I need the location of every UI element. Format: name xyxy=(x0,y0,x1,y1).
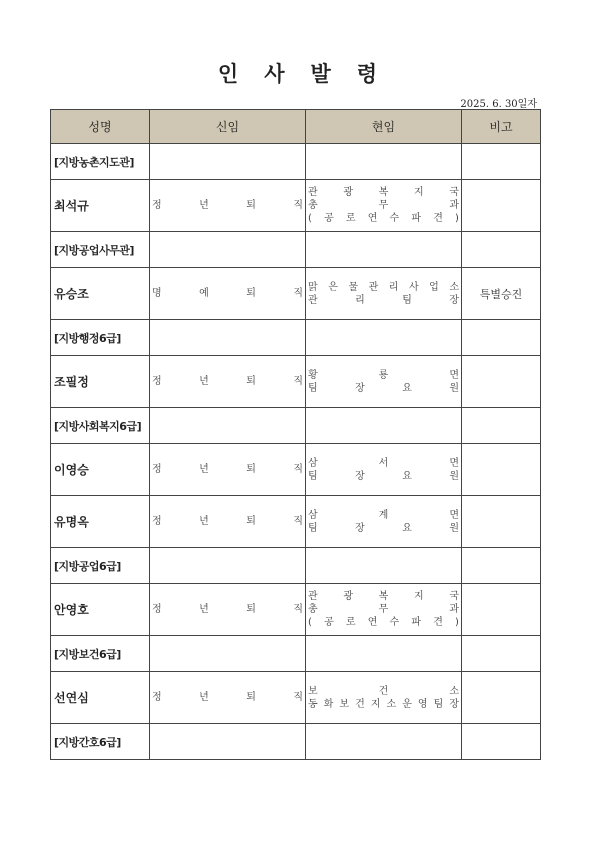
new-position-line xyxy=(152,287,303,300)
category-label: [지방사회복지6급] xyxy=(51,408,150,444)
char: 퇴 xyxy=(246,376,256,387)
char: 지 xyxy=(413,187,424,198)
new-position xyxy=(150,672,306,724)
char: 퇴 xyxy=(246,200,256,211)
char: 년 xyxy=(199,516,209,527)
current-position-line xyxy=(308,212,459,225)
char: 수 xyxy=(389,617,400,628)
category-label: [지방행정6급] xyxy=(51,320,150,356)
note-cell xyxy=(462,496,541,548)
char: 명 xyxy=(152,288,162,299)
char: 연 xyxy=(367,213,378,224)
current-position-line xyxy=(308,382,459,395)
category-row xyxy=(51,408,541,444)
note-cell: 특별승진 xyxy=(462,268,541,320)
char: 조 xyxy=(54,375,66,389)
char: 유 xyxy=(54,515,66,529)
new-position xyxy=(150,584,306,636)
char: 명 xyxy=(65,515,78,529)
person-row xyxy=(51,180,541,232)
char: 소 xyxy=(386,698,397,710)
person-name-text xyxy=(54,513,146,530)
empty-cell xyxy=(306,144,462,180)
person-name-text xyxy=(54,461,146,478)
empty-cell xyxy=(150,724,306,760)
char: 소 xyxy=(449,685,459,697)
person-row xyxy=(51,444,541,496)
effective-date: 2025. 6. 30일자 xyxy=(460,99,537,110)
new-position-line xyxy=(152,199,303,212)
current-position-line xyxy=(308,199,459,212)
char: 호 xyxy=(77,603,89,617)
current-position xyxy=(306,672,462,724)
char: 관 xyxy=(308,187,318,198)
char: 팀 xyxy=(308,522,318,534)
char: 리 xyxy=(355,294,365,306)
char: 년 xyxy=(199,376,209,387)
char: 안 xyxy=(54,603,66,617)
char: 복 xyxy=(378,591,389,602)
current-position-line xyxy=(308,603,459,616)
new-position-line xyxy=(152,691,303,704)
category-row xyxy=(51,144,541,180)
char: 정 xyxy=(152,692,162,703)
char: 퇴 xyxy=(246,692,256,703)
char: 로 xyxy=(345,617,356,628)
category-row xyxy=(51,232,541,268)
table-header-row xyxy=(51,110,541,144)
note-cell xyxy=(462,356,541,408)
category-label: [지방보건6급] xyxy=(51,636,150,672)
current-position-line xyxy=(308,457,459,470)
char: 정 xyxy=(152,200,162,211)
char: 서 xyxy=(378,457,389,469)
char: 정 xyxy=(152,376,162,387)
current-position xyxy=(306,356,462,408)
char: ( xyxy=(308,213,312,224)
person-name xyxy=(51,672,150,724)
char: 장 xyxy=(449,294,459,306)
title-char: 사 xyxy=(264,62,285,86)
char: 총 xyxy=(308,604,318,615)
current-position-line xyxy=(308,294,459,307)
current-position xyxy=(306,584,462,636)
char: 승 xyxy=(77,463,89,477)
char: 공 xyxy=(324,617,334,628)
char: 석 xyxy=(65,199,78,213)
header-name: 성명 xyxy=(51,110,150,144)
char: 승 xyxy=(65,287,78,301)
header-note: 비고 xyxy=(462,110,541,144)
char: 소 xyxy=(449,281,459,293)
char: 장 xyxy=(355,470,365,482)
char: 년 xyxy=(199,200,209,211)
char: 연 xyxy=(367,617,378,628)
char: 사 xyxy=(408,281,419,293)
char: 규 xyxy=(77,199,89,213)
char: 장 xyxy=(449,698,459,710)
title-char: 발 xyxy=(310,62,331,86)
current-position-line xyxy=(308,281,459,294)
char: 요 xyxy=(402,470,412,482)
empty-cell xyxy=(462,232,541,268)
char: 직 xyxy=(293,376,303,387)
new-position xyxy=(150,444,306,496)
empty-cell xyxy=(462,548,541,584)
person-name xyxy=(51,356,150,408)
category-label: [지방공업사무관] xyxy=(51,232,150,268)
empty-cell xyxy=(306,408,462,444)
char: 직 xyxy=(293,692,303,703)
char: 원 xyxy=(449,522,459,534)
char: 복 xyxy=(378,187,389,198)
char: 맑 xyxy=(308,281,318,293)
current-position-line xyxy=(308,685,459,698)
char: 팀 xyxy=(308,470,318,482)
char: 공 xyxy=(324,213,334,224)
empty-cell xyxy=(462,724,541,760)
header-new: 신임 xyxy=(150,110,306,144)
person-row xyxy=(51,672,541,724)
char: 장 xyxy=(355,522,365,534)
current-position-line xyxy=(308,616,459,629)
char: 삼 xyxy=(308,457,318,469)
empty-cell xyxy=(306,232,462,268)
current-position-line xyxy=(308,186,459,199)
char: 견 xyxy=(433,617,443,628)
current-position-line xyxy=(308,522,459,535)
char: 지 xyxy=(370,698,381,710)
char: 운 xyxy=(402,698,412,710)
note-cell xyxy=(462,672,541,724)
char: 요 xyxy=(402,522,412,534)
char: 보 xyxy=(339,698,350,710)
char: 광 xyxy=(343,187,353,198)
new-position-line xyxy=(152,515,303,528)
current-position-line xyxy=(308,590,459,603)
empty-cell xyxy=(150,144,306,180)
char: 무 xyxy=(378,604,389,615)
person-name xyxy=(51,444,150,496)
char: ) xyxy=(455,617,459,628)
char: 심 xyxy=(77,691,89,705)
char: 영 xyxy=(65,603,78,617)
char: 파 xyxy=(411,617,422,628)
char: 직 xyxy=(293,604,303,615)
current-position xyxy=(306,496,462,548)
char: 정 xyxy=(152,516,162,527)
person-name-text xyxy=(54,689,146,706)
new-position xyxy=(150,180,306,232)
char: 삼 xyxy=(308,509,318,521)
empty-cell xyxy=(462,320,541,356)
empty-cell xyxy=(150,232,306,268)
char: 년 xyxy=(199,692,209,703)
char: 면 xyxy=(449,369,459,381)
empty-cell xyxy=(150,408,306,444)
person-name xyxy=(51,268,150,320)
category-label: [지방간호6급] xyxy=(51,724,150,760)
note-cell xyxy=(462,180,541,232)
char: 최 xyxy=(54,199,66,213)
char: 견 xyxy=(433,213,443,224)
note-cell xyxy=(462,444,541,496)
char: 년 xyxy=(199,464,209,475)
category-row xyxy=(51,636,541,672)
char: 리 xyxy=(388,281,399,293)
char: 국 xyxy=(449,591,459,602)
char: 퇴 xyxy=(246,604,256,615)
char: 관 xyxy=(308,294,318,306)
char: 년 xyxy=(199,604,209,615)
new-position-line xyxy=(152,375,303,388)
category-label: [지방농촌지도관] xyxy=(51,144,150,180)
person-name xyxy=(51,584,150,636)
char: 예 xyxy=(199,288,209,299)
current-position-line xyxy=(308,470,459,483)
empty-cell xyxy=(150,548,306,584)
person-row xyxy=(51,356,541,408)
char: 파 xyxy=(411,213,422,224)
char: 정 xyxy=(152,464,162,475)
char: 직 xyxy=(293,288,303,299)
person-row xyxy=(51,496,541,548)
char: 원 xyxy=(449,382,459,394)
category-row xyxy=(51,320,541,356)
char: 건 xyxy=(378,685,389,697)
char: 원 xyxy=(449,470,459,482)
char: 유 xyxy=(54,287,66,301)
char: 퇴 xyxy=(246,464,256,475)
current-position xyxy=(306,180,462,232)
empty-cell xyxy=(306,320,462,356)
char: 무 xyxy=(378,200,389,211)
char: 동 xyxy=(308,698,318,710)
char: 과 xyxy=(449,200,459,211)
char: 선 xyxy=(54,691,66,705)
category-label: [지방공업6급] xyxy=(51,548,150,584)
current-position xyxy=(306,444,462,496)
current-position-line xyxy=(308,698,459,711)
person-name xyxy=(51,496,150,548)
char: 총 xyxy=(308,200,318,211)
person-name-text xyxy=(54,373,146,390)
person-row xyxy=(51,268,541,320)
char: 건 xyxy=(355,698,365,710)
char: 연 xyxy=(65,691,78,705)
char: ( xyxy=(308,617,312,628)
char: 퇴 xyxy=(246,516,256,527)
char: 팀 xyxy=(402,294,412,306)
category-row xyxy=(51,724,541,760)
current-position xyxy=(306,268,462,320)
char: 광 xyxy=(343,591,353,602)
char: 로 xyxy=(345,213,356,224)
person-name-text xyxy=(54,601,146,618)
empty-cell xyxy=(150,320,306,356)
char: 요 xyxy=(402,382,412,394)
char: 면 xyxy=(449,457,459,469)
document-title xyxy=(0,58,595,88)
empty-cell xyxy=(462,408,541,444)
char: 수 xyxy=(389,213,400,224)
empty-cell xyxy=(462,636,541,672)
char: 이 xyxy=(54,463,66,477)
char: 룡 xyxy=(378,369,389,381)
person-row xyxy=(51,584,541,636)
person-name-text xyxy=(54,197,146,214)
char: 은 xyxy=(328,281,338,293)
char: 관 xyxy=(308,591,318,602)
title-char: 령 xyxy=(356,62,378,86)
char: 정 xyxy=(77,375,89,389)
empty-cell xyxy=(462,144,541,180)
table-body xyxy=(51,144,541,760)
person-name-text xyxy=(54,285,146,302)
char: 관 xyxy=(368,281,379,293)
char: 영 xyxy=(417,698,428,710)
char: 업 xyxy=(429,281,439,293)
header-current: 현임 xyxy=(306,110,462,144)
new-position xyxy=(150,268,306,320)
char: 필 xyxy=(65,375,78,389)
title-char: 인 xyxy=(217,62,239,86)
empty-cell xyxy=(306,636,462,672)
char: 장 xyxy=(355,382,365,394)
category-row xyxy=(51,548,541,584)
char: 과 xyxy=(449,604,459,615)
empty-cell xyxy=(306,724,462,760)
current-position-line xyxy=(308,509,459,522)
char: 국 xyxy=(449,187,459,198)
new-position-line xyxy=(152,463,303,476)
char: 팀 xyxy=(308,382,318,394)
char: 팀 xyxy=(433,698,444,710)
person-name xyxy=(51,180,150,232)
char: 정 xyxy=(152,604,162,615)
new-position-line xyxy=(152,603,303,616)
char: 면 xyxy=(449,509,459,521)
char: 보 xyxy=(308,685,318,697)
current-position-line xyxy=(308,369,459,382)
char: 지 xyxy=(413,591,424,602)
empty-cell xyxy=(306,548,462,584)
char: 영 xyxy=(65,463,78,477)
empty-cell xyxy=(150,636,306,672)
personnel-table xyxy=(50,109,541,760)
new-position xyxy=(150,496,306,548)
char: 옥 xyxy=(77,515,89,529)
note-cell xyxy=(462,584,541,636)
char: ) xyxy=(455,213,459,224)
char: 황 xyxy=(308,369,318,381)
char: 조 xyxy=(77,287,89,301)
char: 물 xyxy=(348,281,359,293)
new-position xyxy=(150,356,306,408)
char: 직 xyxy=(293,200,303,211)
char: 직 xyxy=(293,516,303,527)
char: 화 xyxy=(323,698,334,710)
char: 계 xyxy=(378,509,389,521)
char: 퇴 xyxy=(246,288,256,299)
char: 직 xyxy=(293,464,303,475)
